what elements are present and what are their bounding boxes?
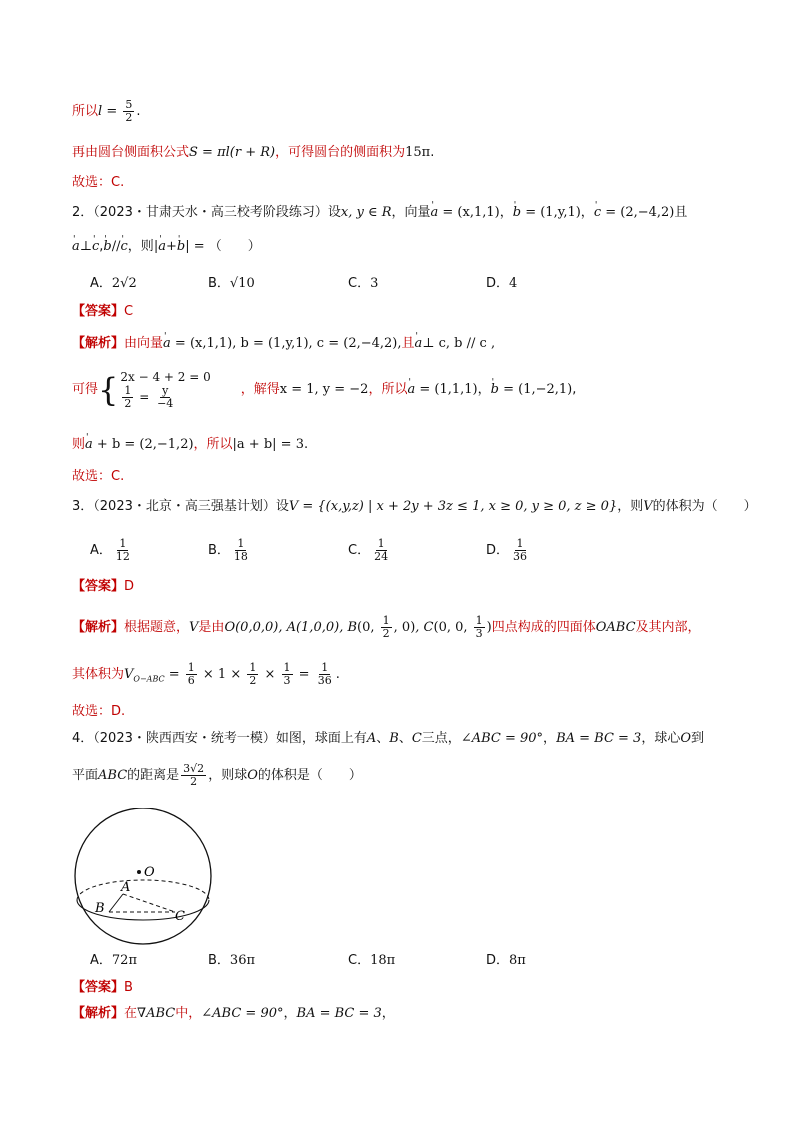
center-point (137, 870, 141, 874)
edge-ab (109, 894, 123, 912)
label-c: C (175, 909, 185, 924)
label-a: A (121, 880, 131, 895)
answer-line: 【答案】B (72, 980, 133, 995)
solution-system-line: 可得 { 2x − 4 + 2 = 0 $\frac{1}{2}$ = $\frac{y}{-4}$ ，解得x = 1, y = −2，所以' a = (1,1,1)，' b = (1,−2,1), (72, 366, 576, 414)
option-a: A． $\frac{1}{12}$ (90, 537, 130, 563)
fraction: $\frac{5}{2}$ (125, 98, 133, 124)
text-line: 再由圆台侧面积公式S = πl(r + R)，可得圆台的侧面积为15π. (72, 145, 435, 160)
option-d: D．8π (486, 953, 526, 968)
option-a: A．2√2 (90, 276, 137, 291)
text-line: 所以l = $\frac{5}{2}$ . (72, 98, 141, 124)
sphere-figure (68, 808, 218, 948)
option-b: B． $\frac{1}{18}$ (208, 537, 248, 563)
option-b: B．36π (208, 953, 256, 968)
question-4-stem: 4．（2023・陕西西安・统考一模）如图，球面上有A、B、C三点，∠ABC = 90°，BA = BC = 3，球心O到 (72, 731, 705, 746)
edge-ac (123, 894, 175, 912)
answer-line: 【答案】C (72, 304, 134, 319)
choice-line: 故选：D. (72, 704, 126, 719)
solution-line: 其体积为$V_{O-ABC}$ = $\frac{1}{6}$ × 1 × $\frac{1}{2}$ × $\frac{1}{3}$ = $\frac{1}{36}$ . (72, 661, 340, 687)
label-o: O (144, 865, 155, 880)
question-3-stem: 3．（2023・北京・高三强基计划）设V = {(x,y,z) | x + 2y + 3z ≤ 1, x ≥ 0, y ≥ 0, z ≥ 0}，则V的体积为（ ） (72, 499, 757, 514)
option-b: B．√10 (208, 276, 255, 291)
solution-line: 则' a + b = (2,−1,2)，所以|a + b| = 3. (72, 435, 308, 455)
option-c: C． $\frac{1}{24}$ (348, 537, 389, 563)
option-a: A．72π (90, 953, 137, 968)
solution-line: 【解析】由向量' a = (x,1,1), b = (1,y,1), c = (2,−4,2),且' a⊥ c, b // c , (72, 334, 495, 354)
question-4-stem-2: 平面ABC的距离是 $\frac{3√2}{2}$ ，则球O的体积是（ ） (72, 762, 362, 788)
sphere-outline (75, 808, 211, 944)
solution-line: 【解析】根据题意，V是由O(0,0,0), A(1,0,0), B(0, $\frac{1}{2}$ , 0), C(0, 0, $\frac{1}{3}$ )四点构成的四面体OABC及其内部， (72, 614, 701, 640)
option-c: C．3 (348, 276, 379, 291)
option-c: C．18π (348, 953, 396, 968)
choice-line: 故选：C. (72, 175, 125, 190)
question-2-stem: 2．（2023・甘肃天水・高三校考阶段练习）设x, y ∈ R，向量' a = (x,1,1)，' b = (1,y,1)，' c = (2,−4,2)且 (72, 203, 687, 223)
question-2-stem-2: ' a⊥' c,' b//' c，则|' a+' b| = （ ） (72, 237, 261, 257)
equation-system: { 2x − 4 + 2 = 0 $\frac{1}{2}$ = $\frac{y}{-4}$ (98, 370, 211, 410)
option-d: D． $\frac{1}{36}$ (486, 537, 528, 563)
solution-line: 【解析】在∇ABC中，∠ABC = 90°，BA = BC = 3， (72, 1006, 395, 1021)
answer-line: 【答案】D (72, 579, 135, 594)
label-b: B (95, 901, 105, 916)
choice-line: 故选：C. (72, 469, 125, 484)
section-back-arc (77, 880, 209, 900)
option-d: D．4 (486, 276, 518, 291)
